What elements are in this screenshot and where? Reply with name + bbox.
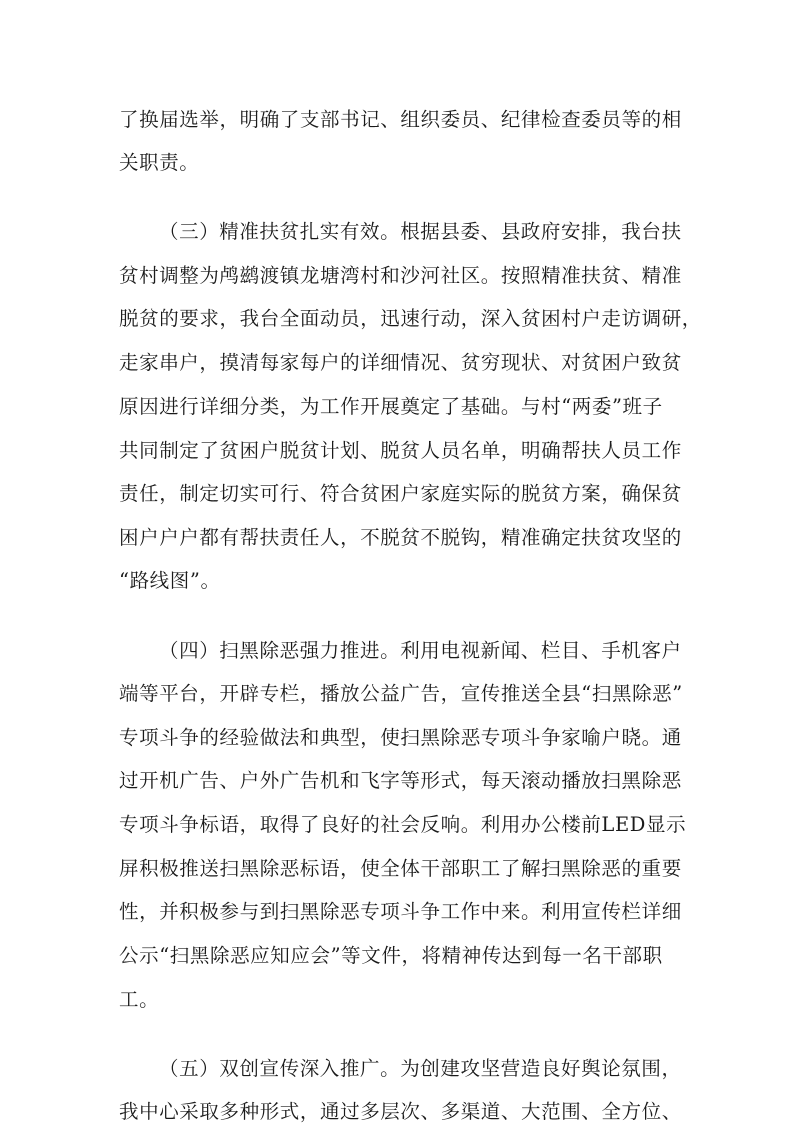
- text-line: 性，并积极参与到扫黑除恶专项斗争工作中来。利用宣传栏详细: [119, 900, 682, 923]
- text-line: 公示“扫黑除恶应知应会”等文件，将精神传达到每一名干部职: [119, 944, 663, 967]
- text-line: 专项斗争标语，取得了良好的社会反响。利用办公楼前LED显示: [119, 813, 687, 836]
- text-line: 我中心采取多种形式，通过多层次、多渠道、大范围、全方位、: [119, 1100, 682, 1123]
- text-line: 贫村调整为鸬鹚渡镇龙塘湾村和沙河社区。按照精准扶贫、精准: [119, 264, 682, 287]
- paragraph-heading-line: （五）双创宣传深入推广。为创建攻坚营造良好舆论氛围，: [159, 1057, 682, 1080]
- text-line: 屏积极推送扫黑除恶标语，使全体干部职工了解扫黑除恶的重要: [119, 857, 682, 880]
- text-line: 责任，制定切实可行、符合贫困户家庭实际的脱贫方案，确保贫: [119, 482, 682, 505]
- text-line: “路线图”。: [119, 569, 221, 592]
- text-line: 原因进行详细分类，为工作开展奠定了基础。与村“两委”班子: [119, 395, 663, 418]
- text-line: 了换届选举，明确了支部书记、组织委员、纪律检查委员等的相: [119, 108, 682, 131]
- text-line: 脱贫的要求，我台全面动员，迅速行动，深入贫困村户走访调研，: [119, 307, 702, 330]
- text-line: 工。: [119, 988, 160, 1011]
- text-line: 专项斗争的经验做法和典型，使扫黑除恶专项斗争家喻户晓。通: [119, 726, 682, 749]
- text-line: 困户户户都有帮扶责任人，不脱贫不脱钩，精准确定扶贫攻坚的: [119, 526, 682, 549]
- text-line: 关职责。: [119, 151, 200, 174]
- text-line: 过开机广告、户外广告机和飞字等形式，每天滚动播放扫黑除恶: [119, 769, 682, 792]
- paragraph-heading-line: （四）扫黑除恶强力推进。利用电视新闻、栏目、手机客户: [159, 639, 682, 662]
- text-line: 走家串户，摸清每家每户的详细情况、贫穷现状、对贫困户致贫: [119, 351, 682, 374]
- text-line: 共同制定了贫困户脱贫计划、脱贫人员名单，明确帮扶人员工作: [119, 439, 682, 462]
- text-line: 端等平台，开辟专栏，播放公益广告，宣传推送全县“扫黑除恶”: [119, 682, 683, 705]
- paragraph-heading-line: （三）精准扶贫扎实有效。根据县委、县政府安排，我台扶: [159, 220, 682, 243]
